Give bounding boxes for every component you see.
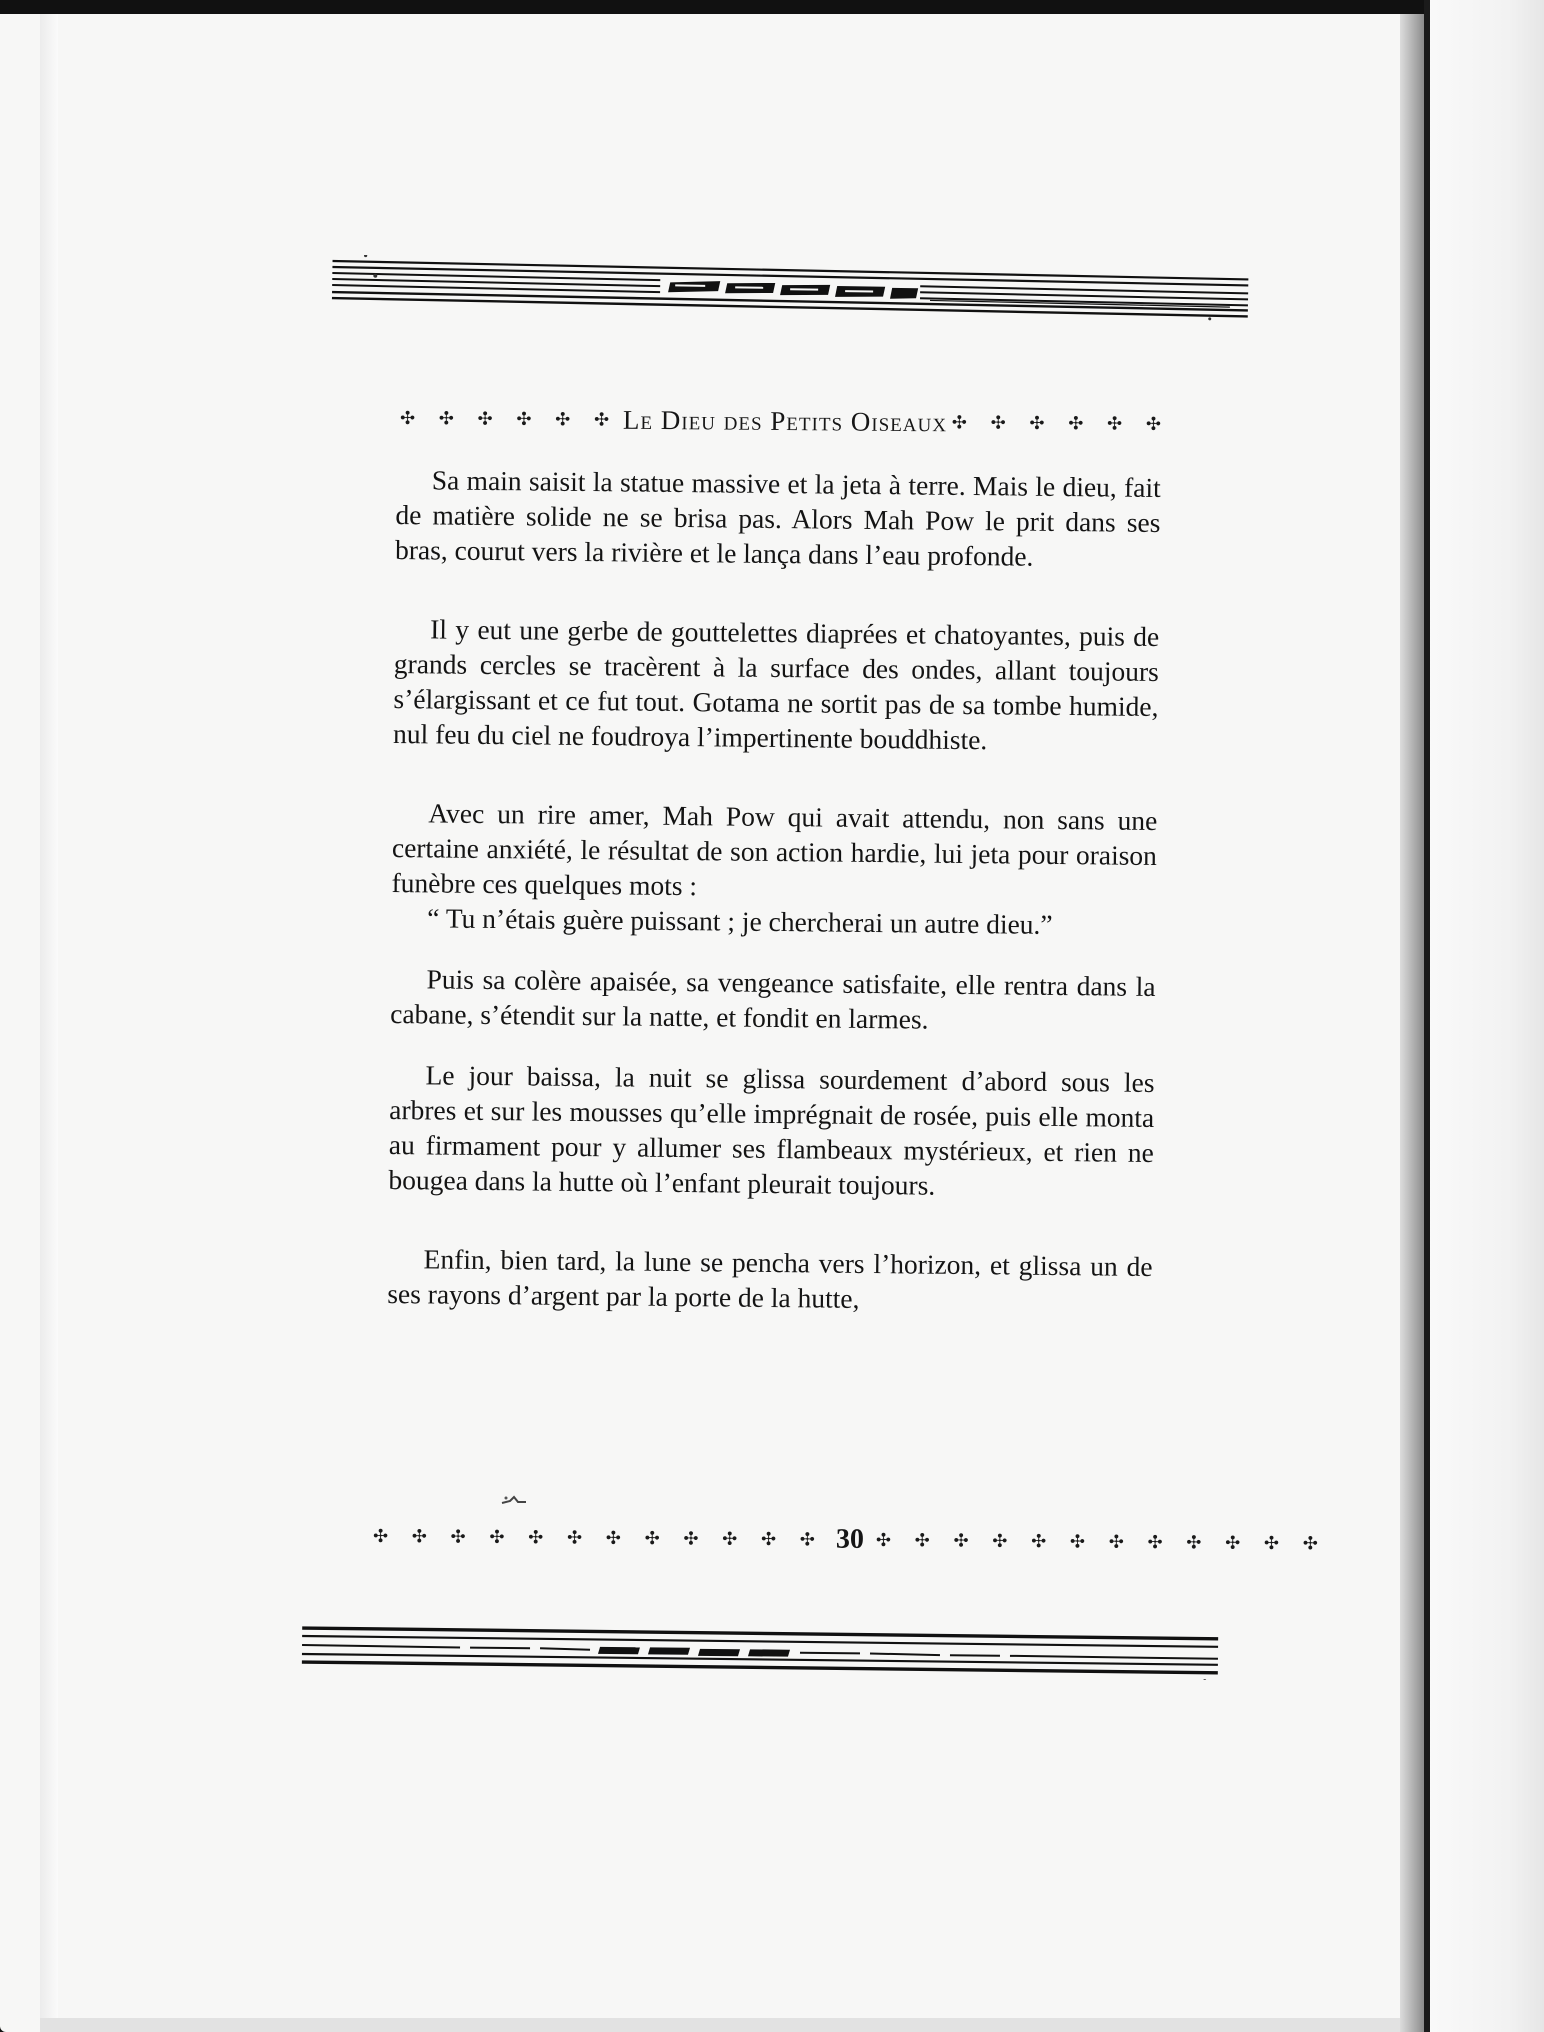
page-footer xyxy=(372,1518,1327,1560)
paragraph: Puis sa colère apaisée, sa vengeance satisfaite, elle rentra dans la cabane, s’étendit sur la natte, et fondit en larmes. xyxy=(390,963,1156,1035)
page-left-edge xyxy=(40,14,58,2032)
paragraph-quote: “ Tu n’étais guère puissant ; je chercherai un autre dieu.” xyxy=(427,902,1053,940)
paragraph: Enfin, bien tard, la lune se pencha vers l’horizon, et glissa un de ses rayons d’argent par la porte de la hutte, xyxy=(387,1243,1153,1314)
header-right-ornament: ✣ ✣ ✣ ✣ ✣ ✣ xyxy=(951,411,1171,435)
footer-left-ornament: ✣ ✣ ✣ ✣ ✣ ✣ ✣ ✣ ✣ ✣ ✣ ✣ xyxy=(372,1525,825,1551)
adjacent-page-strip xyxy=(1424,0,1544,2032)
header-left-ornament: ✣ ✣ ✣ ✣ ✣ ✣ xyxy=(399,407,619,431)
ink-smudge xyxy=(500,1493,530,1507)
running-header xyxy=(400,398,1170,444)
page-fold-shadow xyxy=(1400,14,1424,2032)
paragraph: Avec un rire amer, Mah Pow qui avait attendu, non sans une certaine anxiété, le résultat de son action hardie, lui jeta pour oraison funèbre ces quelques mots : xyxy=(391,797,1158,902)
page-number: 30 xyxy=(835,1523,865,1555)
paragraph: Il y eut une gerbe de gouttelettes diaprées et chatoyantes, puis de grands cercles se tracèrent à la surface des ondes, allant toujours s’élargissant et ce fut tout. Gotama ne sortit pas de sa tombe humide, nul feu du ciel ne foudroya l’impertinente bouddhiste. xyxy=(392,613,1160,756)
bottom-ornamental-rule xyxy=(300,1620,1220,1680)
footer-right-ornament: ✣ ✣ ✣ ✣ ✣ ✣ ✣ ✣ ✣ ✣ ✣ ✣ xyxy=(875,1529,1327,1554)
running-title: Le Dieu des Petits Oiseaux xyxy=(622,404,948,437)
paragraph: Sa main saisit la statue massive et la jeta à terre. Mais le dieu, fait de matière solide ne se brisa pas. Alors Mah Pow le prit dans ses bras, courut vers la rivière et le lança dans l’eau profonde. xyxy=(394,464,1161,572)
page-bottom-edge xyxy=(40,2018,1410,2032)
body-text xyxy=(387,462,1161,1319)
paragraph: Le jour baissa, la nuit se glissa sourdement d’abord sous les arbres et sur les mousses qu’elle imprégnait de rosée, puis elle monta au firmament pour y allumer ses flambeaux mystérieux, et rien ne bougea dans la hutte où l’enfant pleurait toujours. xyxy=(388,1059,1155,1201)
top-ornamental-rule xyxy=(330,255,1250,337)
